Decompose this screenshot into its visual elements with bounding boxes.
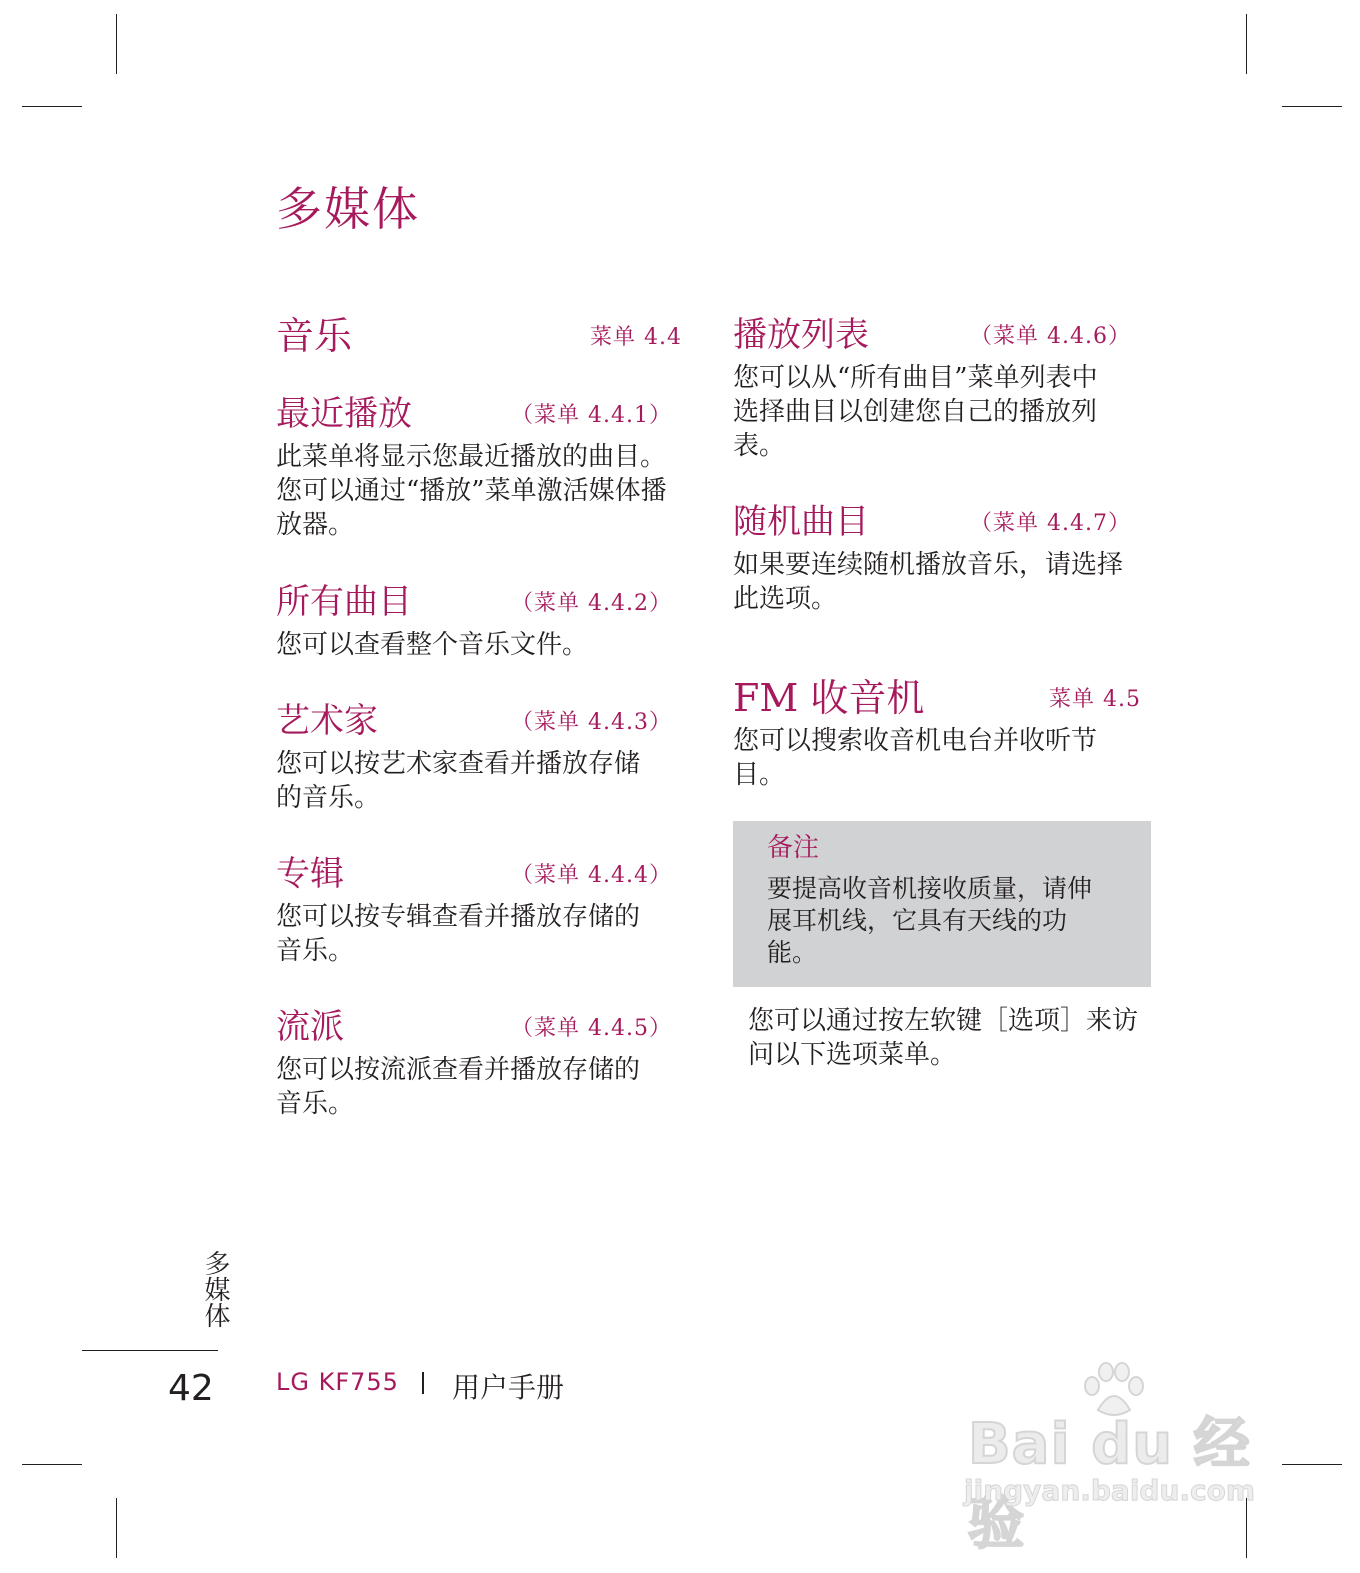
section-title: 专辑 bbox=[276, 854, 344, 894]
menu-ref: （菜单 4.4.3） bbox=[511, 710, 672, 735]
section-genre bbox=[276, 1005, 672, 1121]
section-title: 音乐 bbox=[276, 314, 353, 358]
section-body: 您可以从“所有曲目”菜单列表中选择曲目以创建您自己的播放列表。 bbox=[733, 363, 1098, 461]
menu-ref: （菜单 4.4.5） bbox=[511, 1016, 672, 1041]
section-title: 流派 bbox=[276, 1007, 344, 1047]
section-recent bbox=[276, 392, 672, 542]
menu-ref: （菜单 4.4.2） bbox=[511, 591, 672, 616]
section-body: 您可以按流派查看并播放存储的音乐。 bbox=[276, 1055, 641, 1119]
section-title: 所有曲目 bbox=[276, 582, 412, 622]
section-album bbox=[276, 852, 672, 968]
crop-mark bbox=[116, 14, 117, 74]
menu-ref: （菜单 4.4.7） bbox=[970, 511, 1131, 536]
menu-ref: （菜单 4.4.1） bbox=[511, 403, 672, 428]
footer-separator bbox=[422, 1372, 424, 1394]
crop-mark bbox=[116, 1498, 117, 1558]
crop-mark bbox=[1282, 1464, 1342, 1465]
menu-ref: 菜单 4.5 bbox=[1049, 687, 1141, 712]
section-fm-radio bbox=[733, 676, 1141, 792]
page-number-rule bbox=[82, 1350, 218, 1351]
section-body: 如果要连续随机播放音乐，请选择此选项。 bbox=[733, 550, 1124, 614]
crop-mark bbox=[22, 106, 82, 107]
section-body: 此菜单将显示您最近播放的曲目。您可以通过“播放”菜单激活媒体播放器。 bbox=[276, 442, 667, 540]
crop-mark bbox=[1246, 14, 1247, 74]
section-music bbox=[276, 314, 682, 358]
section-shuffle bbox=[733, 500, 1131, 616]
menu-ref: （菜单 4.4.6） bbox=[970, 324, 1131, 349]
crop-mark bbox=[22, 1464, 82, 1465]
page-number: 42 bbox=[168, 1368, 214, 1409]
watermark-url: jingyan.baidu.com bbox=[964, 1474, 1256, 1507]
section-title: FM 收音机 bbox=[733, 676, 925, 720]
options-paragraph: 您可以通过按左软键［选项］来访问以下选项菜单。 bbox=[748, 1006, 1139, 1070]
footer-manual-label: 用户手册 bbox=[452, 1371, 565, 1404]
footer-brand: LG KF755 bbox=[276, 1368, 399, 1396]
note-body: 要提高收音机接收质量，请伸展耳机线，它具有天线的功能。 bbox=[767, 874, 1093, 967]
section-body: 您可以查看整个音乐文件。 bbox=[276, 630, 589, 660]
baidu-watermark bbox=[960, 1360, 1280, 1557]
section-artist bbox=[276, 699, 672, 815]
section-title: 艺术家 bbox=[276, 701, 378, 741]
section-title: 最近播放 bbox=[276, 394, 412, 434]
menu-ref: 菜单 4.4 bbox=[590, 325, 682, 350]
note-title: 备注 bbox=[767, 833, 820, 863]
side-section-label: 多媒体 bbox=[200, 1250, 230, 1328]
watermark-main: Bai du 经验 bbox=[968, 1412, 1251, 1557]
section-body: 您可以按艺术家查看并播放存储的音乐。 bbox=[276, 749, 641, 813]
section-body: 您可以按专辑查看并播放存储的音乐。 bbox=[276, 902, 641, 966]
section-playlist bbox=[733, 313, 1131, 463]
section-all-tracks bbox=[276, 580, 672, 662]
page-title: 多媒体 bbox=[276, 182, 420, 236]
crop-mark bbox=[1282, 106, 1342, 107]
note-box bbox=[733, 821, 1151, 987]
section-body: 您可以搜索收音机电台并收听节目。 bbox=[733, 726, 1098, 790]
section-title: 播放列表 bbox=[733, 315, 869, 355]
section-title: 随机曲目 bbox=[733, 502, 869, 542]
menu-ref: （菜单 4.4.4） bbox=[511, 863, 672, 888]
